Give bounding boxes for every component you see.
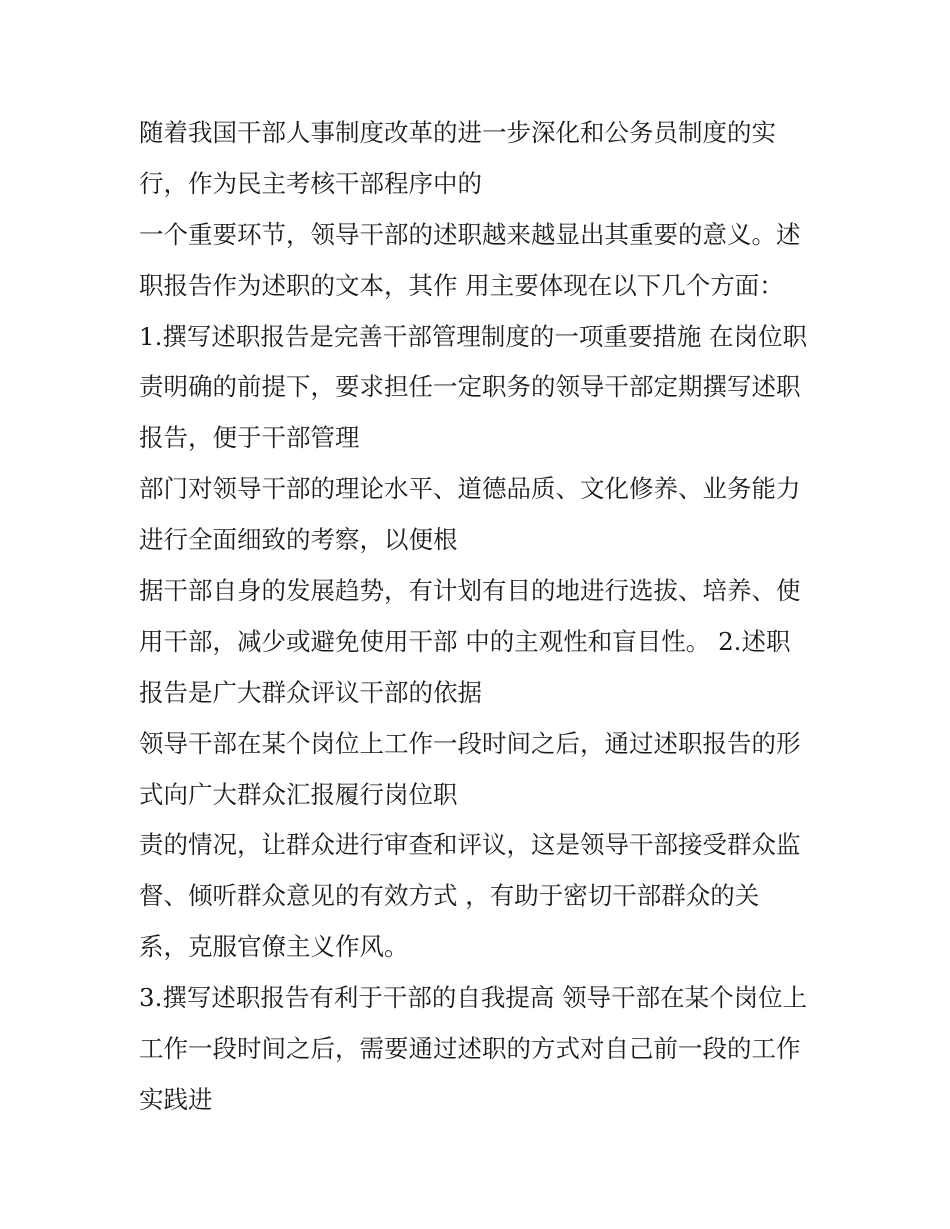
text-line-10: 据干部自身的发展趋势，有计划有目的地进行选拔、培养、使 — [139, 576, 801, 606]
text-line-15: 责的情况，让群众进行审查和评议，这是领导干部接受群众监 — [139, 830, 801, 860]
text-line-1: 随着我国干部人事制度改革的进一步深化和公务员制度的实 — [139, 118, 776, 147]
text-line-9: 进行全面细致的考察，以便根 — [139, 525, 458, 555]
text-line-11: 用干部，减少或避免使用干部 中的主观性和盲目性。 2.述职 — [139, 626, 791, 656]
text-line-3: 一个重要环节，领导干部的述职越来越显出其重要的意义。述 — [139, 219, 801, 249]
text-line-6: 责明确的前提下，要求担任一定职务的领导干部定期撰写述职 — [139, 372, 801, 402]
text-line-12: 报告是广大群众评议干部的依据 — [139, 677, 482, 707]
text-line-16: 督、倾听群众意见的有效方式 ，有助于密切干部群众的关 — [139, 881, 760, 911]
text-line-5: 1.撰写述职报告是完善干部管理制度的一项重要措施 在岗位职 — [139, 321, 808, 351]
text-line-7: 报告，便于干部管理 — [139, 423, 360, 453]
text-line-8: 部门对领导干部的理论水平、道德品质、文化修养、业务能力 — [139, 474, 801, 504]
text-line-4: 职报告作为述职的文本，其作 用主要体现在以下几个方面： — [139, 270, 784, 300]
text-line-14: 式向广大群众汇报履行岗位职 — [139, 779, 458, 809]
text-line-2: 行，作为民主考核干部程序中的 — [139, 168, 482, 198]
text-line-17: 系，克服官僚主义作风。 — [139, 932, 409, 962]
text-line-18: 3.撰写述职报告有利于干部的自我提高 领导干部在某个岗位上 — [139, 983, 808, 1013]
text-line-19: 工作一段时间之后，需要通过述职的方式对自己前一段的工作 — [139, 1034, 801, 1064]
text-line-20: 实践进 — [139, 1084, 213, 1114]
document-body — [139, 108, 829, 1126]
text-line-13: 领导干部在某个岗位上工作一段时间之后，通过述职报告的形 — [139, 728, 801, 758]
